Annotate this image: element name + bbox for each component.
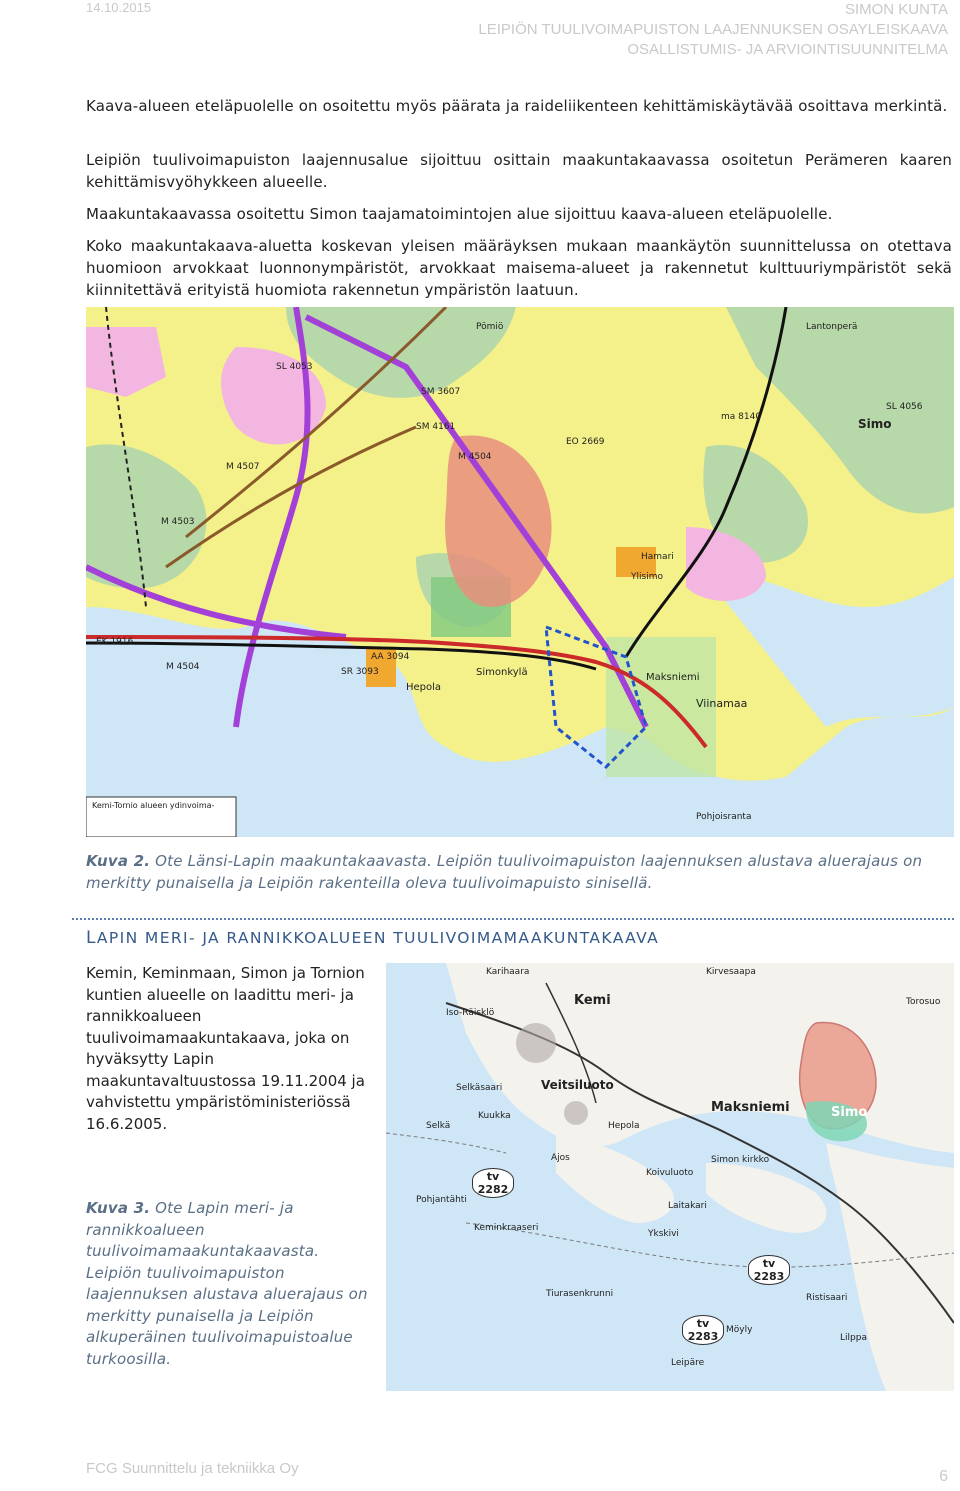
figure-caption-3 [86,1198,376,1370]
map1-label-sl4053: SL 4053 [276,362,313,372]
section-body-text: Kemin, Keminmaan, Simon ja Tornion kuntien alueelle on laadittu meri- ja rannikkoalueen tuulivoimamaakuntakaava, joka on hyväksytty Lapin maakuntavaltuustossa 19.11.2004 ja vahvistettu ympäristöministeriössä 16.6.2005. [86,964,365,1133]
map2-label-maksniemi: Maksniemi [711,1100,790,1115]
map2-label-hepola: Hepola [608,1121,640,1131]
map2-label-selkasaari: Selkäsaari [456,1083,503,1093]
paragraph-1: Kaava-alueen eteläpuolelle on osoitettu myös päärata ja raideliikenteen kehittämiskäytävää osoittava merkintä. [86,97,948,115]
map2-label-laitakari: Laitakari [668,1201,707,1211]
map2-label-koivuluoto: Koivuluoto [646,1168,694,1178]
map2-label-torosuo: Torosuo [906,997,941,1007]
map1-legend-title: Kemi-Tornio alueen ydinvoima- [92,801,215,810]
header-block [478,0,948,60]
map1-label-aa3094: AA 3094 [371,652,410,662]
figure-caption-3-text: Ote Lapin meri- ja rannikkoalueen tuulivoimamaakuntakaavasta. Leipiön tuulivoimapuiston laajennuksen alustava aluerajaus on merkitty punaisella ja Leipiön alkuperäinen tuulivoimapuistoalue turkoosilla. [86,1199,368,1368]
paragraph-2: Leipiön tuulivoimapuiston laajennusalue sijoittuu osittain maakuntakaavassa osoitetun Perämeren kaaren kehittämisvyöhykkeen alueelle. [86,151,952,191]
map1-label-pomio: Pömiö [476,322,504,332]
regional-plan-map-graphic [86,307,954,837]
figure-caption-2 [86,850,952,894]
header-date: 14.10.2015 [86,0,152,15]
map1-label-pohjoisranta: Pohjoisranta [696,812,752,822]
map1-label-m4507: M 4507 [226,462,260,472]
map1-label-sr3093: SR 3093 [341,667,379,677]
map2-label-kuukka: Kuukka [478,1111,511,1121]
map2-label-ykskivi: Ykskivi [648,1229,679,1239]
map1-label-hamari: Hamari [641,552,674,562]
section-heading-rest: APIN MERI- JA RANNIKKOALUEEN TUULIVOIMAMAAKUNTAKAAVA [96,929,660,947]
map2-label-isoraisklo: Iso-Räisklö [446,1008,495,1018]
map1-label-m4504b: M 4504 [166,662,200,672]
map1-label-hepola: Hepola [406,682,442,693]
section-divider [72,918,954,920]
map2-label-moyly: Möyly [726,1325,753,1335]
section-heading [86,928,659,948]
map1-label-sl4056: SL 4056 [886,402,923,412]
map2-label-keminkraaseri: Keminkraaseri [474,1223,539,1233]
footer-company: FCG Suunnittelu ja tekniikka Oy [86,1460,299,1477]
header-org: SIMON KUNTA [844,1,948,18]
figure-caption-2-label: Kuva 2. [86,852,151,870]
figure-caption-3-label: Kuva 3. [86,1199,151,1217]
page-number: 6 [939,1468,948,1485]
map2-label-ajos: Ajos [551,1153,570,1163]
map2-label-kemi: Kemi [574,993,611,1008]
header-title: LEIPIÖN TUULIVOIMAPUISTON LAAJENNUKSEN OSAYLEISKAAVA [478,21,948,38]
map2-road-sign-2283a: tv 2283 [748,1255,790,1285]
map2-road-sign-2282: tv 2282 [472,1168,514,1198]
map2-label-ristisaari: Ristisaari [806,1293,848,1303]
map2-label-karihaara: Karihaara [486,967,530,977]
map2-label-veitsiluoto: Veitsiluoto [541,1078,614,1092]
map2-label-leipare: Leipäre [671,1358,705,1368]
map1-label-ma8140: ma 8140 [721,412,762,422]
map1-label-ek: EK 1916 [96,637,134,647]
map2-label-simo: Simo [831,1105,868,1120]
map1-label-m4503: M 4503 [161,517,195,527]
map1-label-simonkyla: Simonkylä [476,667,528,678]
map1-label-m4504: M 4504 [458,452,492,462]
map2-label-tiurasenkrunni: Tiurasenkrunni [546,1289,614,1299]
paragraph-4: Koko maakuntakaava-aluetta koskevan yleisen määräyksen mukaan maankäytön suunnittelussa on otettava huomioon arvokkaat luonnonympäristöt, arvokkaat maisema-alueet ja rakennetut kulttuuriympäristöt sekä kiinnitettävä erityistä huomiota rakennetun ympäristön laatuun. [86,237,952,299]
header-subtitle: OSALLISTUMIS- JA ARVIOINTISUUNNITELMA [627,41,948,58]
map1-label-sm3607: SM 3607 [421,387,461,397]
map1-label-lantonpera: Lantonperä [806,322,858,332]
map2-label-simon-kirkko: Simon kirkko [711,1155,770,1165]
figure-caption-2-text: Ote Länsi-Lapin maakuntakaavasta. Leipiön tuulivoimapuiston laajennuksen alustava aluerajaus on merkitty punaisella ja Leipiön rakenteilla oleva tuulivoimapuisto sinisellä. [86,852,923,892]
map2-label-lilppa: Lilppa [840,1333,867,1343]
map1-label-sm4161: SM 4161 [416,422,456,432]
map2-label-kirvesaapa: Kirvesaapa [706,967,756,977]
regional-plan-map [86,307,954,837]
section-heading-initial: L [86,928,97,948]
map1-label-eo2669: EO 2669 [566,437,605,447]
map1-label-simo: Simo [858,417,892,431]
coastal-wind-plan-map [386,963,954,1391]
map1-label-maksniemi: Maksniemi [646,672,700,683]
paragraph-3: Maakuntakaavassa osoitettu Simon taajamatoimintojen alue sijoittuu kaava-alueen eteläpuolelle. [86,205,833,223]
map1-label-viinamaa: Viinamaa [696,697,748,710]
map1-label-ylisimo: Ylisimo [631,572,663,582]
map2-label-selka: Selkä [426,1121,451,1131]
map2-road-sign-2283b: tv 2283 [682,1315,724,1345]
map2-label-pohjantahti: Pohjantähti [416,1195,467,1205]
